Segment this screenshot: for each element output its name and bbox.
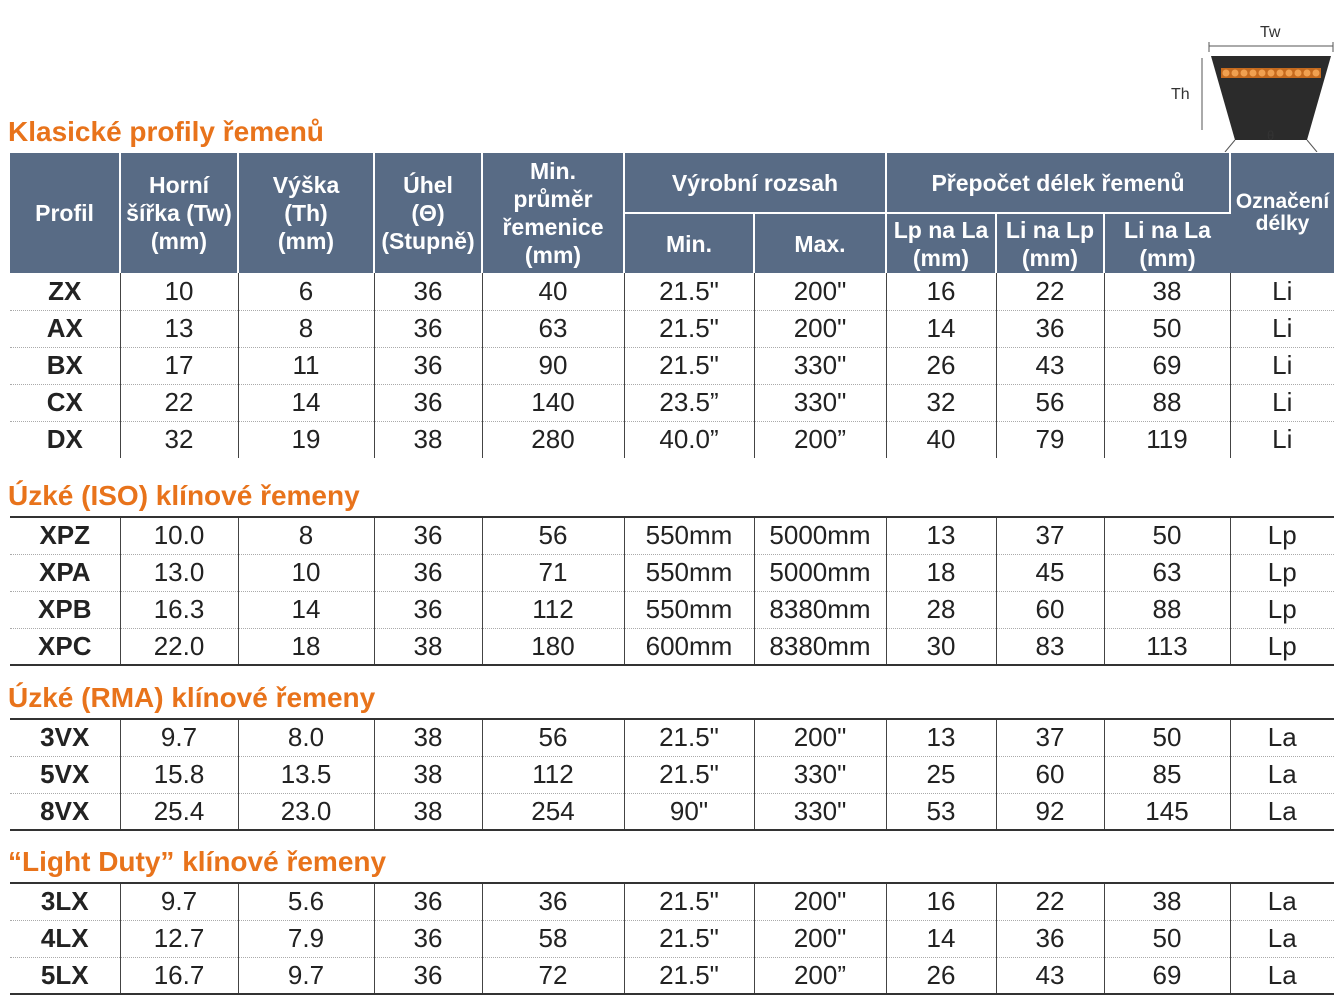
table-cell: Lp <box>1230 554 1334 591</box>
table-cell: 9.7 <box>238 957 374 994</box>
table-row <box>10 347 1334 384</box>
table-cell: Li <box>1230 273 1334 310</box>
table-cell: 330" <box>754 347 886 384</box>
table-cell: 21.5" <box>624 756 754 793</box>
table-cell: 36 <box>374 310 482 347</box>
table-cell: 140 <box>482 384 624 421</box>
profile-cell: XPA <box>10 554 120 591</box>
table-body-rma <box>10 719 1334 830</box>
profile-cell: ZX <box>10 273 120 310</box>
profile-cell: 5VX <box>10 756 120 793</box>
table-cell: 32 <box>120 421 238 458</box>
table-cell: 14 <box>238 384 374 421</box>
table-cell: 40.0” <box>624 421 754 458</box>
table-cell: 6 <box>238 273 374 310</box>
table-cell: 15.8 <box>120 756 238 793</box>
table-cell: 38 <box>374 756 482 793</box>
table-cell: 26 <box>886 347 996 384</box>
table-cell: 36 <box>996 310 1104 347</box>
table-cell: 50 <box>1104 920 1230 957</box>
table-row <box>10 957 1334 994</box>
table-row <box>10 554 1334 591</box>
header-profil: Profil <box>10 153 120 273</box>
belt-table-rma <box>10 718 1334 831</box>
table-cell: 85 <box>1104 756 1230 793</box>
table-cell: 38 <box>374 628 482 665</box>
table-cell: 21.5" <box>624 347 754 384</box>
table-cell: 112 <box>482 591 624 628</box>
table-cell: 13 <box>120 310 238 347</box>
profile-cell: 3LX <box>10 883 120 920</box>
table-cell: Li <box>1230 347 1334 384</box>
table-body-iso <box>10 517 1334 665</box>
table-cell: 83 <box>996 628 1104 665</box>
table-cell: 21.5" <box>624 273 754 310</box>
table-cell: 16 <box>886 273 996 310</box>
profile-cell: 8VX <box>10 793 120 830</box>
table-cell: 10.0 <box>120 517 238 554</box>
section-title-classic: Klasické profily řemenů <box>8 116 324 147</box>
profile-cell: CX <box>10 384 120 421</box>
table-cell: 200" <box>754 310 886 347</box>
header-vyrobni-rozsah: Výrobní rozsah <box>624 153 886 213</box>
table-cell: 38 <box>1104 883 1230 920</box>
table-cell: 9.7 <box>120 719 238 756</box>
table-cell: 36 <box>374 273 482 310</box>
table-cell: 10 <box>238 554 374 591</box>
header-min-prumer: Min. průměr řemenice (mm) <box>482 153 624 273</box>
table-cell: 56 <box>482 719 624 756</box>
table-cell: 200" <box>754 920 886 957</box>
table-row <box>10 793 1334 830</box>
header-prepocet: Přepočet délek řemenů <box>886 153 1230 213</box>
table-body-light-duty <box>10 883 1334 994</box>
profile-cell: 3VX <box>10 719 120 756</box>
table-row <box>10 883 1334 920</box>
header-uhel: Úhel (Θ) (Stupně) <box>374 153 482 273</box>
table-cell: La <box>1230 719 1334 756</box>
belt-table-light-duty <box>10 882 1334 995</box>
table-cell: 22 <box>996 883 1104 920</box>
profile-cell: 4LX <box>10 920 120 957</box>
table-body-classic <box>10 273 1334 458</box>
header-oznaceni: Označení délky <box>1230 153 1334 273</box>
table-cell: 38 <box>1104 273 1230 310</box>
table-cell: 8.0 <box>238 719 374 756</box>
table-cell: Lp <box>1267 630 1297 661</box>
table-cell: 200" <box>754 883 886 920</box>
table-cell: 38 <box>374 719 482 756</box>
table-cell: 8 <box>238 310 374 347</box>
table-cell: 37 <box>996 719 1104 756</box>
table-cell: 32 <box>886 384 996 421</box>
table-row <box>10 591 1334 628</box>
table-cell: 11 <box>238 347 374 384</box>
table-cell: 25.4 <box>120 793 238 830</box>
table-cell: Lp <box>1230 591 1334 628</box>
table-cell: 16.3 <box>120 591 238 628</box>
header-horni-sirka: Horní šířka (Tw) (mm) <box>120 153 238 273</box>
table-cell: 280 <box>482 421 624 458</box>
table-cell: 550mm <box>624 591 754 628</box>
table-cell: 550mm <box>624 554 754 591</box>
table-cell: 40 <box>482 273 624 310</box>
table-cell: 19 <box>238 421 374 458</box>
table-cell: 36 <box>374 883 482 920</box>
table-cell: La <box>1230 756 1334 793</box>
table-cell: 36 <box>482 883 624 920</box>
table-cell: 22 <box>120 384 238 421</box>
table-cell: 79 <box>996 421 1104 458</box>
table-cell: La <box>1230 883 1334 920</box>
table-cell: 37 <box>996 517 1104 554</box>
table-cell: 26 <box>886 957 996 994</box>
table-cell: 90 <box>482 347 624 384</box>
header-li-na-la: Li na La (mm) <box>1104 213 1230 273</box>
header-vyska: Výška (Th) (mm) <box>238 153 374 273</box>
table-cell: 14 <box>886 310 996 347</box>
table-cell: 88 <box>1104 384 1230 421</box>
profile-cell: XPC <box>10 628 120 665</box>
table-cell: 36 <box>374 554 482 591</box>
table-cell: 50 <box>1104 310 1230 347</box>
theta-label: θ <box>1267 128 1275 143</box>
table-cell: 53 <box>886 793 996 830</box>
table-cell: 200” <box>754 957 886 994</box>
header-min: Min. <box>624 213 754 273</box>
profile-cell: 5LX <box>10 957 120 994</box>
table-row <box>10 384 1334 421</box>
table-cell: 21.5" <box>624 719 754 756</box>
table-row <box>10 273 1334 310</box>
tw-label: Tw <box>1260 24 1281 41</box>
table-cell: 60 <box>996 756 1104 793</box>
table-cell: Li <box>1230 310 1334 347</box>
table-cell: 36 <box>374 517 482 554</box>
table-cell: 38 <box>374 793 482 830</box>
table-cell: 21.5" <box>624 883 754 920</box>
table-cell: 18 <box>238 628 374 665</box>
section-title-light-duty: “Light Duty” klínové řemeny <box>8 846 387 877</box>
table-cell: 22 <box>996 273 1104 310</box>
header-max: Max. <box>754 213 886 273</box>
table-cell: 16.7 <box>120 957 238 994</box>
table-row <box>10 719 1334 756</box>
header-lp-na-la: Lp na La (mm) <box>886 213 996 273</box>
table-cell: 5000mm <box>754 517 886 554</box>
belt-table-iso <box>10 516 1334 666</box>
table-cell: 21.5" <box>624 310 754 347</box>
table-cell: 69 <box>1104 347 1230 384</box>
table-cell: 56 <box>996 384 1104 421</box>
table-cell: 43 <box>996 957 1104 994</box>
table-row <box>10 421 1334 458</box>
table-cell: 254 <box>482 793 624 830</box>
table-cell: 23.5” <box>624 384 754 421</box>
table-cell: 13 <box>886 517 996 554</box>
table-cell: 112 <box>482 756 624 793</box>
table-row <box>10 756 1334 793</box>
table-cell: 63 <box>482 310 624 347</box>
table-cell: 69 <box>1104 957 1230 994</box>
table-cell: La <box>1267 795 1297 826</box>
belt-cross-section-diagram <box>1165 22 1335 152</box>
table-cell: 200” <box>754 421 886 458</box>
table-cell: 7.9 <box>238 920 374 957</box>
section-title-rma: Úzké (RMA) klínové řemeny <box>8 682 376 713</box>
table-cell: 330" <box>754 384 886 421</box>
table-cell: 17 <box>120 347 238 384</box>
th-label: Th <box>1171 86 1190 103</box>
table-cell: 63 <box>1104 554 1230 591</box>
table-cell: 88 <box>1104 591 1230 628</box>
table-cell: 8 <box>238 517 374 554</box>
table-cell: 60 <box>996 591 1104 628</box>
table-cell: 200" <box>754 719 886 756</box>
profile-cell: BX <box>10 347 120 384</box>
table-cell: 22.0 <box>120 628 238 665</box>
table-cell: 36 <box>374 957 482 994</box>
table-cell: 330" <box>754 793 886 830</box>
table-cell: 40 <box>886 421 996 458</box>
table-cell: 12.7 <box>120 920 238 957</box>
table-cell: 113 <box>1104 628 1230 665</box>
profile-cell: XPB <box>10 591 120 628</box>
table-cell: 21.5" <box>624 920 754 957</box>
table-cell: 38 <box>374 421 482 458</box>
belt-table-classic <box>10 153 1334 458</box>
table-cell: 58 <box>482 920 624 957</box>
table-cell: 28 <box>886 591 996 628</box>
table-cell: 200" <box>754 273 886 310</box>
table-cell: 36 <box>374 384 482 421</box>
table-cell: 600mm <box>624 628 754 665</box>
table-cell: 36 <box>996 920 1104 957</box>
table-cell: 14 <box>886 920 996 957</box>
table-cell: 71 <box>482 554 624 591</box>
table-cell: 13.0 <box>120 554 238 591</box>
table-cell: 92 <box>996 793 1104 830</box>
table-cell: 50 <box>1104 719 1230 756</box>
table-cell: 23.0 <box>238 793 374 830</box>
table-cell: 145 <box>1104 793 1230 830</box>
table-cell: Li <box>1230 384 1334 421</box>
profile-cell: DX <box>10 421 120 458</box>
table-cell: 16 <box>886 883 996 920</box>
table-cell: 9.7 <box>120 883 238 920</box>
table-cell: 8380mm <box>754 591 886 628</box>
table-cell: 36 <box>374 591 482 628</box>
table-cell: 90" <box>624 793 754 830</box>
table-cell: 180 <box>482 628 624 665</box>
v-belt-icon <box>1165 22 1335 152</box>
table-cell: La <box>1230 920 1334 957</box>
table-cell: 36 <box>374 347 482 384</box>
table-cell: 13.5 <box>238 756 374 793</box>
table-cell: 330" <box>754 756 886 793</box>
table-cell: 30 <box>886 628 996 665</box>
table-cell: 72 <box>482 957 624 994</box>
section-title-iso: Úzké (ISO) klínové řemeny <box>8 480 360 511</box>
table-row <box>10 310 1334 347</box>
table-cell: 550mm <box>624 517 754 554</box>
table-row <box>10 920 1334 957</box>
table-cell: 18 <box>886 554 996 591</box>
table-cell: 5.6 <box>238 883 374 920</box>
table-cell: 56 <box>482 517 624 554</box>
table-cell: 14 <box>238 591 374 628</box>
table-row <box>10 517 1334 554</box>
table-cell: 45 <box>996 554 1104 591</box>
table-cell: La <box>1267 959 1297 990</box>
profile-cell: XPZ <box>10 517 120 554</box>
table-cell: 8380mm <box>754 628 886 665</box>
table-cell: 21.5" <box>624 957 754 994</box>
profile-cell: AX <box>10 310 120 347</box>
table-row <box>10 628 1334 665</box>
table-cell: 50 <box>1104 517 1230 554</box>
table-cell: 43 <box>996 347 1104 384</box>
table-cell: 5000mm <box>754 554 886 591</box>
table-cell: Li <box>1272 424 1293 455</box>
table-cell: 10 <box>120 273 238 310</box>
table-cell: 25 <box>886 756 996 793</box>
table-cell: 13 <box>886 719 996 756</box>
table-cell: 36 <box>374 920 482 957</box>
table-cell: 119 <box>1104 421 1230 458</box>
header-li-na-lp: Li na Lp (mm) <box>996 213 1104 273</box>
table-cell: Lp <box>1230 517 1334 554</box>
